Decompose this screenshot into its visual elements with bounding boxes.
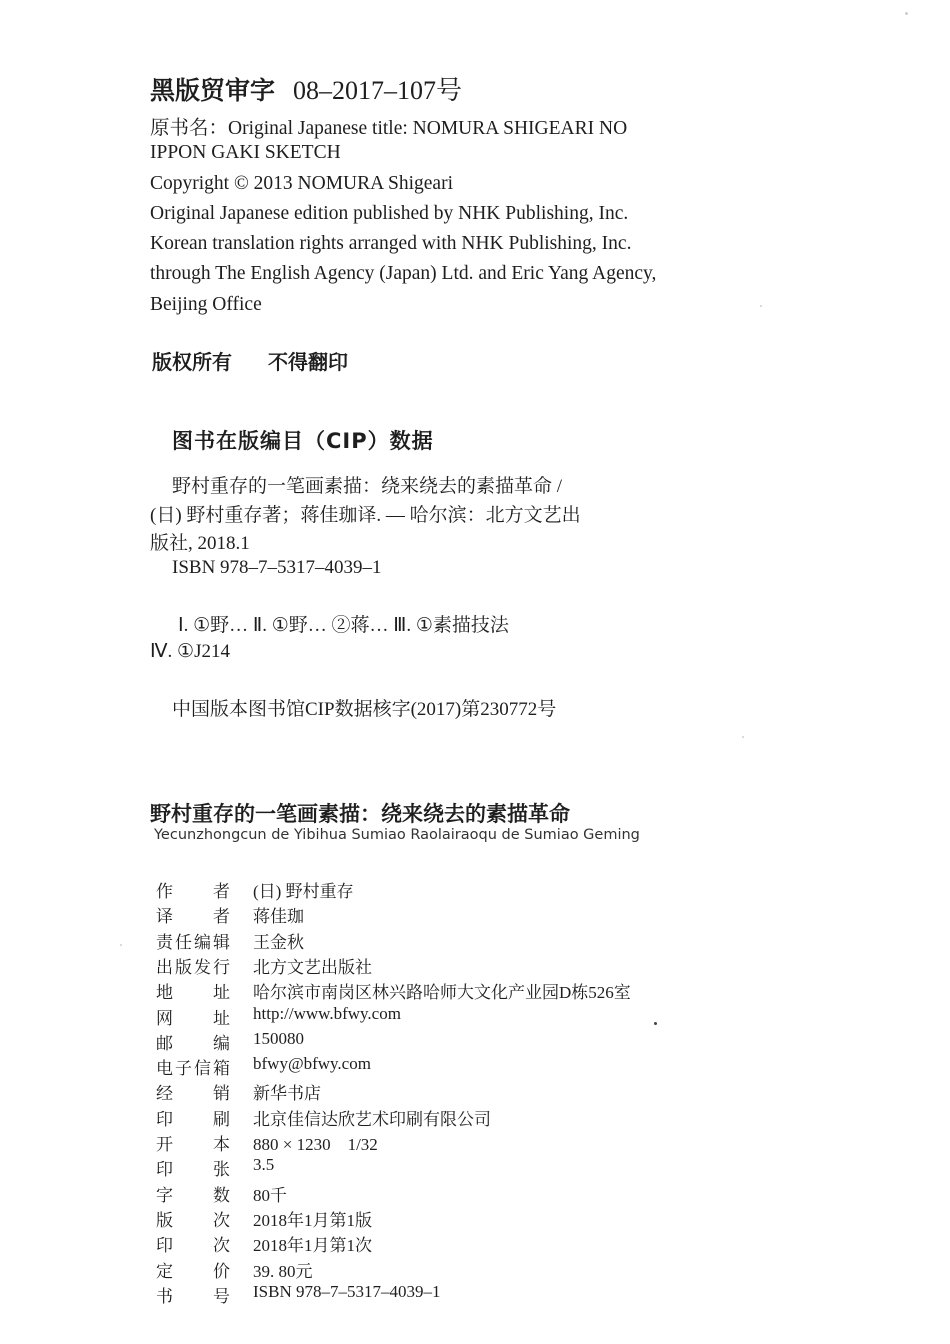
rights-reserved-part2: 不得翻印 [268, 350, 348, 374]
info-label-char: 址 [213, 983, 230, 1004]
rights-line-original-title: 原书名：Original Japanese title: NOMURA SHIGEARI NO [150, 118, 628, 139]
rights-line-agency: through The English Agency (Japan) Ltd. and Eric Yang Agency, [150, 263, 657, 284]
info-label-char: 箱 [213, 1059, 230, 1080]
info-value: http://www.bfwy.com [253, 1003, 401, 1023]
info-label-char: 书 [156, 1286, 173, 1307]
info-label-char: 刷 [213, 1109, 230, 1130]
info-label [156, 1231, 230, 1256]
cip-isbn: ISBN 978–7–5317–4039–1 [172, 557, 382, 578]
info-label-char: 信 [194, 1059, 211, 1080]
info-label-char: 本 [213, 1135, 230, 1155]
info-label-char: 张 [213, 1160, 230, 1181]
info-label [156, 1079, 230, 1104]
info-value: 39. 80元 [253, 1261, 313, 1281]
rights-line-translation: Korean translation rights arranged with NHK Publishing, Inc. [150, 233, 632, 254]
info-label-char: 字 [156, 1185, 173, 1206]
rights-line-original-title-cont: IPPON GAKI SKETCH [150, 142, 341, 163]
info-value: 2018年1月第1次 [253, 1236, 372, 1256]
info-label-char: 经 [156, 1084, 173, 1105]
info-label [156, 1282, 230, 1307]
info-label [156, 1130, 230, 1155]
rights-reserved-part1: 版权所有 [152, 350, 232, 374]
cip-classification: Ⅰ. ①野… Ⅱ. ①野… ②蒋… Ⅲ. ①素描技法 [178, 615, 509, 636]
info-label-char: 作 [156, 882, 173, 902]
info-label [156, 978, 230, 1003]
info-label-char: 址 [213, 1008, 230, 1029]
info-label-char: 开 [156, 1135, 173, 1155]
info-value: 3.5 [253, 1155, 275, 1175]
info-label [156, 902, 230, 927]
info-value: ISBN 978–7–5317–4039–1 [253, 1281, 441, 1301]
info-value: 蒋佳珈 [253, 907, 304, 927]
cip-publisher-line: 版社, 2018.1 [150, 533, 250, 554]
info-value: (日) 野村重存 [253, 882, 354, 901]
cip-author-line: (日) 野村重存著；蒋佳珈译. — 哈尔滨：北方文艺出 [150, 505, 581, 526]
info-label-char: 发 [194, 957, 211, 978]
info-label-char: 价 [213, 1261, 230, 1282]
rights-line-office: Beijing Office [150, 294, 262, 315]
rights-line-publisher: Original Japanese edition published by NHK Publishing, Inc. [150, 203, 629, 224]
info-label-char: 数 [213, 1185, 230, 1206]
info-label-char: 电 [156, 1059, 173, 1080]
info-label [156, 1004, 230, 1029]
book-title: 野村重存的一笔画素描：绕来绕去的素描革命 [150, 802, 570, 826]
registration-code: 08–2017–107号 [293, 76, 463, 105]
info-label-char: 地 [156, 983, 173, 1004]
info-label [156, 1206, 230, 1231]
info-label-char: 者 [213, 907, 230, 928]
info-value: 新华书店 [253, 1084, 321, 1104]
info-value: 北方文艺出版社 [253, 957, 372, 977]
info-label [156, 1155, 230, 1180]
info-value: 北京佳信达欣艺术印刷有限公司 [253, 1109, 491, 1129]
cip-classification-cont: Ⅳ. ①J214 [150, 641, 230, 662]
info-label-char: 行 [213, 957, 230, 978]
info-label-char: 定 [156, 1261, 173, 1282]
cip-heading: 图书在版编目（CIP）数据 [172, 429, 434, 453]
rights-line-copyright: Copyright © 2013 NOMURA Shigeari [150, 173, 453, 194]
info-label [156, 928, 230, 953]
info-label [156, 1054, 230, 1079]
info-label-char: 印 [156, 1160, 173, 1181]
cip-verification-number: 中国版本图书馆CIP数据核字(2017)第230772号 [172, 699, 557, 720]
registration-number [150, 70, 462, 107]
book-title-pinyin: Yecunzhongcun de Yibihua Sumiao Raolairaoqu de Sumiao Geming [154, 827, 640, 843]
info-label [156, 1029, 230, 1054]
info-label-char: 版 [156, 1210, 173, 1231]
info-label-char: 译 [156, 907, 173, 928]
info-label-char: 编 [213, 1033, 230, 1054]
info-label-char: 网 [156, 1008, 173, 1029]
info-label-char: 号 [213, 1286, 230, 1307]
info-label-char: 编 [194, 932, 211, 953]
rights-reserved [152, 346, 348, 375]
info-value: 2018年1月第1版 [253, 1210, 372, 1230]
info-label [156, 1257, 230, 1282]
info-label [156, 1105, 230, 1130]
info-label-char: 子 [175, 1059, 192, 1080]
info-label-char: 销 [213, 1084, 230, 1105]
info-label-char: 版 [175, 957, 192, 978]
info-label-char: 辑 [213, 932, 230, 953]
info-label-char: 次 [213, 1210, 230, 1231]
registration-label: 黑版贸审字 [150, 76, 276, 105]
info-label-char: 者 [213, 882, 230, 902]
info-label-char: 次 [213, 1236, 230, 1257]
info-value: 80千 [253, 1185, 287, 1205]
info-value: 哈尔滨市南岗区林兴路哈师大文化产业园D栋526室 [253, 983, 631, 1003]
cip-title-line: 野村重存的一笔画素描：绕来绕去的素描革命 / [172, 476, 563, 497]
info-label-char: 印 [156, 1236, 173, 1257]
info-label [156, 1181, 230, 1206]
info-label [156, 877, 230, 902]
info-value: 150080 [253, 1028, 304, 1048]
info-label-char: 出 [156, 957, 173, 978]
info-label [156, 953, 230, 978]
info-label-char: 邮 [156, 1033, 173, 1054]
info-label-char: 印 [156, 1109, 173, 1130]
info-value: 880 × 1230 1/32 [253, 1135, 378, 1154]
info-label-char: 任 [175, 932, 192, 953]
info-label-char: 责 [156, 932, 173, 953]
info-value: bfwy@bfwy.com [253, 1054, 371, 1074]
info-value: 王金秋 [253, 932, 304, 952]
